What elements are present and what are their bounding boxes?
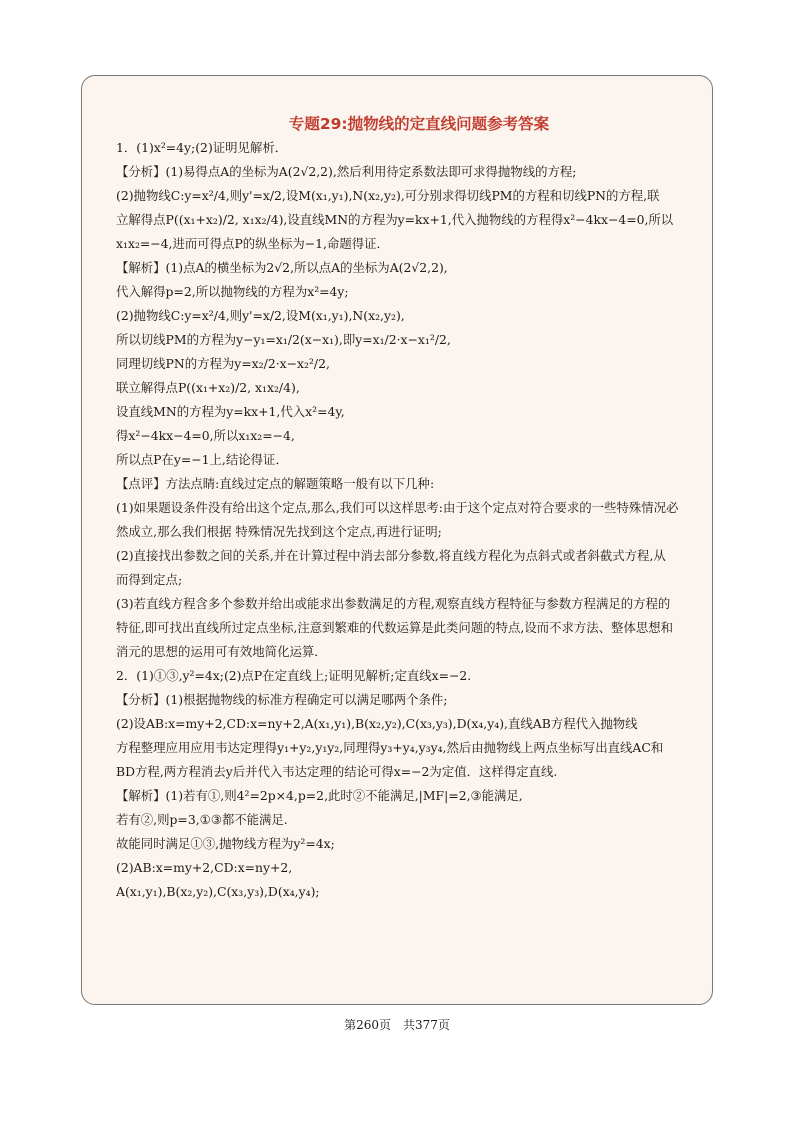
answer-line: BD方程,两方程消去y后并代入韦达定理的结论可得x=−2为定值．这样得定直线. <box>116 764 558 779</box>
answer-line: 而得到定点; <box>116 572 183 587</box>
answer-line: 若有②,则p=3,①③都不能满足. <box>116 812 288 827</box>
answer-line: 【分析】(1)易得点A的坐标为A(2√2,2),然后利用待定系数法即可求得抛物线的方程; <box>116 164 577 179</box>
answer-line: 代入解得p=2,所以抛物线的方程为x²=4y; <box>116 284 349 299</box>
answer-line: 1．(1)x²=4y;(2)证明见解析． <box>116 140 288 155</box>
answer-line: 同理切线PN的方程为y=x₂/2·x−x₂²/2, <box>116 356 330 371</box>
answer-line: 【点评】方法点睛:直线过定点的解题策略一般有以下几种: <box>116 476 435 491</box>
answer-line: 2．(1)①③,y²=4x;(2)点P在定直线上;证明见解析;定直线x=−2. <box>116 668 472 683</box>
answer-line: 故能同时满足①③,抛物线方程为y²=4x; <box>116 836 335 851</box>
answer-line: (2)直接找出参数之间的关系,并在计算过程中消去部分参数,将直线方程化为点斜式或者斜截式方程,从 <box>116 548 666 563</box>
answer-line: 立解得点P((x₁+x₂)/2, x₁x₂/4),设直线MN的方程为y=kx+1,代入抛物线的方程得x²−4kx−4=0,所以 <box>116 212 674 227</box>
answer-line: A(x₁,y₁),B(x₂,y₂),C(x₃,y₃),D(x₄,y₄); <box>116 884 320 899</box>
page-title: 专题29:抛物线的定直线问题参考答案 <box>288 115 550 133</box>
answer-content <box>116 112 686 904</box>
answer-line: x₁x₂=−4,进而可得点P的纵坐标为−1,命题得证． <box>116 236 389 251</box>
answer-line: 【解析】(1)点A的横坐标为2√2,所以点A的坐标为A(2√2,2), <box>116 260 448 275</box>
page-footer: 第260页 共377页 <box>344 1018 450 1032</box>
answer-line: 然成立,那么我们根据 特殊情况先找到这个定点,再进行证明; <box>116 524 442 539</box>
answer-line: 设直线MN的方程为y=kx+1,代入x²=4y, <box>116 404 345 419</box>
answer-line: 特征,即可找出直线所过定点坐标,注意到繁难的代数运算是此类问题的特点,设而不求方法、整体思想和 <box>116 620 674 635</box>
answer-line: 【分析】(1)根据抛物线的标准方程确定可以满足哪两个条件; <box>116 692 448 707</box>
answer-line: 【解析】(1)若有①,则4²=2p×4,p=2,此时②不能满足,|MF|=2,③能满足, <box>116 788 523 803</box>
answer-line: 所以点P在y=−1上,结论得证． <box>116 452 288 467</box>
answer-line: (2)AB:x=my+2,CD:x=ny+2, <box>116 860 293 875</box>
answer-line: (2)抛物线C:y=x²/4,则y'=x/2,设M(x₁,y₁),N(x₂,y₂),可分别求得切线PM的方程和切线PN的方程,联 <box>116 188 660 203</box>
answer-line: (1)如果题设条件没有给出这个定点,那么,我们可以这样思考:由于这个定点对符合要求的一些特殊情况必 <box>116 500 679 515</box>
answer-line: 所以切线PM的方程为y−y₁=x₁/2(x−x₁),即y=x₁/2·x−x₁²/2, <box>116 332 451 347</box>
answer-line: 消元的思想的运用可有效地简化运算． <box>116 644 327 659</box>
answer-lines <box>116 136 686 904</box>
answer-line: 得x²−4kx−4=0,所以x₁x₂=−4, <box>116 428 295 443</box>
answer-line: (2)抛物线C:y=x²/4,则y'=x/2,设M(x₁,y₁),N(x₂,y₂), <box>116 308 405 323</box>
answer-line: (3)若直线方程含多个参数并给出或能求出参数满足的方程,观察直线方程特征与参数方程满足的方程的 <box>116 596 671 611</box>
answer-line: (2)设AB:x=my+2,CD:x=ny+2,A(x₁,y₁),B(x₂,y₂),C(x₃,y₃),D(x₄,y₄),直线AB方程代入抛物线 <box>116 716 638 731</box>
answer-line: 方程整理应用应用韦达定理得y₁+y₂,y₁y₂,同理得y₃+y₄,y₃y₄,然后由抛物线上两点坐标写出直线AC和 <box>116 740 664 755</box>
answer-line: 联立解得点P((x₁+x₂)/2, x₁x₂/4), <box>116 380 300 395</box>
